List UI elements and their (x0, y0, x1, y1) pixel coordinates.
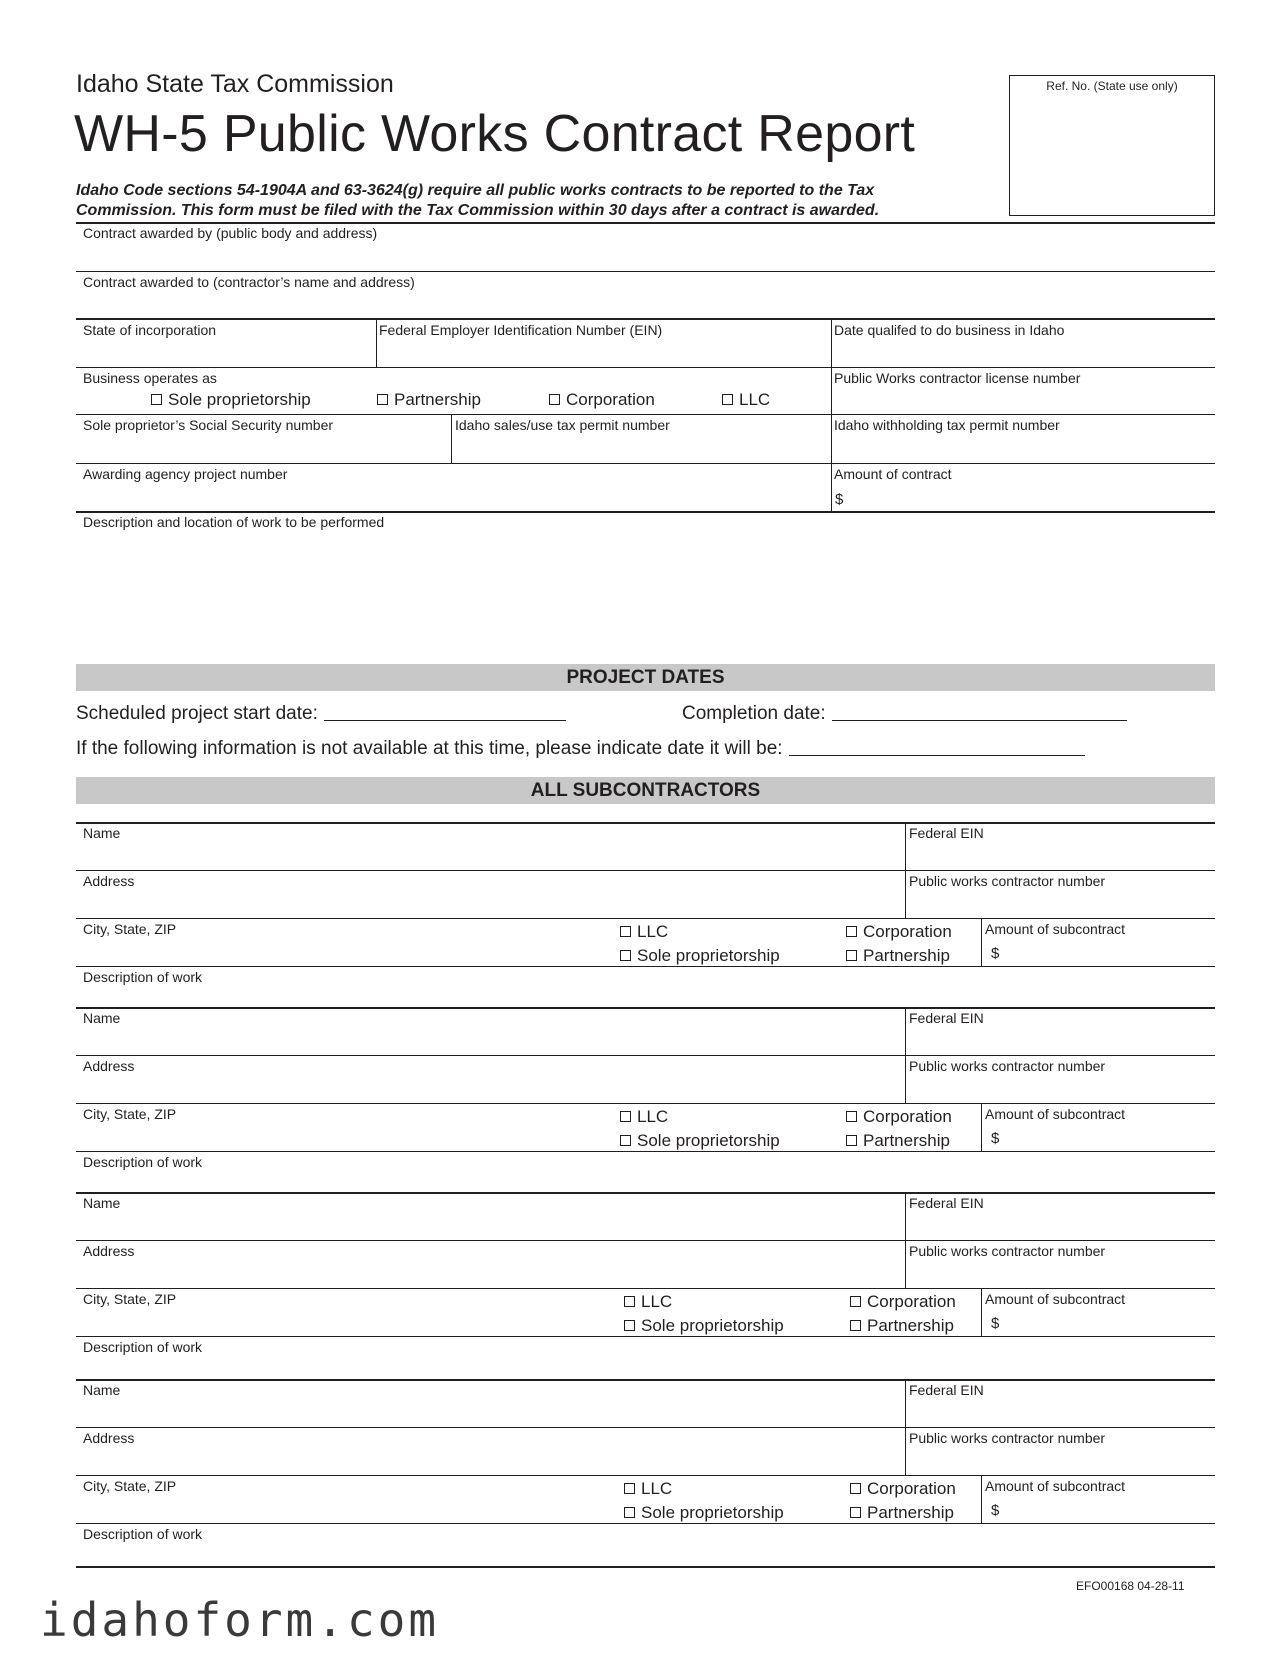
project-dates-heading: PROJECT DATES (76, 664, 1215, 691)
checkbox[interactable] (850, 1483, 861, 1494)
sub-name-label: Name (83, 1010, 121, 1026)
dollar-sign: $ (991, 1315, 1000, 1332)
sub-option-llc[interactable]: LLC (620, 1107, 668, 1127)
divider (76, 1523, 1215, 1524)
sub-option-sole-proprietorship[interactable]: Sole proprietorship (624, 1503, 784, 1523)
divider (451, 415, 452, 463)
divider (76, 271, 1215, 272)
divider (76, 1240, 1215, 1241)
checkbox[interactable] (846, 950, 857, 961)
sub-description-label: Description of work (83, 1154, 203, 1170)
sub-address-label: Address (83, 1430, 135, 1446)
divider (76, 1055, 1215, 1056)
watermark: idahoform.com (40, 1593, 440, 1647)
sub-city-label: City, State, ZIP (83, 1478, 177, 1494)
sub-option-sole-proprietorship[interactable]: Sole proprietorship (624, 1316, 784, 1336)
ref-number-box[interactable] (1009, 75, 1215, 216)
sub-pw-number-label: Public works contractor number (909, 1243, 1106, 1259)
sub-option-sole-proprietorship[interactable]: Sole proprietorship (620, 1131, 780, 1151)
sub-description-label: Description of work (83, 1339, 203, 1355)
sub-name-label: Name (83, 825, 121, 841)
divider (981, 1476, 982, 1523)
sub-name-label: Name (83, 1382, 121, 1398)
sub-amount-label: Amount of subcontract (985, 921, 1126, 937)
divider (831, 319, 832, 511)
awarded-by-label: Contract awarded by (public body and address) (83, 225, 378, 241)
contractor-license-label: Public Works contractor license number (834, 370, 1081, 386)
sub-option-partnership[interactable]: Partnership (846, 946, 950, 966)
sub-address-label: Address (83, 1243, 135, 1259)
divider (76, 1103, 1215, 1104)
subcontractors-heading: ALL SUBCONTRACTORS (76, 777, 1215, 804)
sub-option-partnership[interactable]: Partnership (846, 1131, 950, 1151)
sub-description-label: Description of work (83, 969, 203, 985)
divider (376, 319, 377, 367)
divider (76, 822, 1215, 824)
description-label: Description and location of work to be performed (83, 514, 385, 530)
checkbox[interactable] (151, 394, 162, 405)
sub-amount-label: Amount of subcontract (985, 1478, 1126, 1494)
sub-federal-ein-label: Federal EIN (909, 825, 984, 841)
divider (76, 1475, 1215, 1476)
dollar-sign: $ (991, 945, 1000, 962)
sub-option-llc[interactable]: LLC (620, 922, 668, 942)
checkbox[interactable] (624, 1320, 635, 1331)
divider (76, 966, 1215, 967)
date-qualified-label: Date qualifed to do business in Idaho (834, 322, 1065, 338)
filing-notice: Idaho Code sections 54-1904A and 63-3624(g) require all public works contracts to be reported to the Tax Commission. This form must be filed with the Tax Commission within 30 days after a contract is awarded. (76, 182, 880, 219)
ref-number-label: Ref. No. (State use only) (1046, 79, 1178, 93)
start-date-field[interactable]: Scheduled project start date: (76, 702, 566, 725)
sub-city-label: City, State, ZIP (83, 1291, 177, 1307)
state-of-incorporation-label: State of incorporation (83, 322, 217, 338)
sub-name-label: Name (83, 1195, 121, 1211)
sub-pw-number-label: Public works contractor number (909, 1058, 1106, 1074)
business-operates-label: Business operates as (83, 370, 217, 386)
ein-label: Federal Employer Identification Number (EIN) (379, 322, 663, 338)
sub-option-llc[interactable]: LLC (624, 1292, 672, 1312)
sub-federal-ein-label: Federal EIN (909, 1382, 984, 1398)
withholding-permit-label: Idaho withholding tax permit number (834, 417, 1060, 433)
checkbox[interactable] (846, 926, 857, 937)
divider (76, 511, 1215, 513)
dollar-sign: $ (991, 1502, 1000, 1519)
divider (76, 918, 1215, 919)
dollar-sign: $ (835, 491, 844, 508)
divider (76, 1427, 1215, 1428)
checkbox[interactable] (722, 394, 733, 405)
divider (76, 318, 1215, 320)
checkbox[interactable] (846, 1135, 857, 1146)
checkbox[interactable] (850, 1320, 861, 1331)
sub-option-corporation[interactable]: Corporation (846, 1107, 952, 1127)
checkbox[interactable] (624, 1507, 635, 1518)
divider (76, 1151, 1215, 1152)
sub-address-label: Address (83, 873, 135, 889)
divider (76, 1379, 1215, 1381)
checkbox[interactable] (846, 1111, 857, 1122)
sub-option-llc[interactable]: LLC (624, 1479, 672, 1499)
checkbox[interactable] (377, 394, 388, 405)
awarded-to-label: Contract awarded to (contractor’s name and address) (83, 274, 415, 290)
checkbox[interactable] (850, 1296, 861, 1307)
sub-federal-ein-label: Federal EIN (909, 1195, 984, 1211)
completion-date-field[interactable]: Completion date: (682, 702, 1127, 725)
sub-option-corporation[interactable]: Corporation (850, 1292, 956, 1312)
project-number-label: Awarding agency project number (83, 466, 288, 482)
checkbox[interactable] (620, 1135, 631, 1146)
checkbox[interactable] (620, 1111, 631, 1122)
availability-date-field[interactable]: If the following information is not available at this time, please indicate date it will be: (76, 737, 1085, 760)
divider (76, 870, 1215, 871)
sales-tax-permit-label: Idaho sales/use tax permit number (455, 417, 670, 433)
divider (76, 222, 1215, 224)
divider (76, 1566, 1215, 1568)
option-partnership[interactable]: Partnership (377, 390, 481, 410)
sub-option-corporation[interactable]: Corporation (846, 922, 952, 942)
sub-pw-number-label: Public works contractor number (909, 873, 1106, 889)
divider (76, 463, 1215, 464)
agency-name: Idaho State Tax Commission (76, 70, 394, 98)
dollar-sign: $ (991, 1130, 1000, 1147)
checkbox[interactable] (624, 1296, 635, 1307)
ssn-label: Sole proprietor’s Social Security number (83, 417, 334, 433)
sub-federal-ein-label: Federal EIN (909, 1010, 984, 1026)
divider (76, 1192, 1215, 1194)
sub-amount-label: Amount of subcontract (985, 1291, 1126, 1307)
divider (76, 1336, 1215, 1337)
form-title: WH-5 Public Works Contract Report (74, 105, 916, 163)
option-sole-proprietorship[interactable]: Sole proprietorship (151, 390, 311, 410)
sub-city-label: City, State, ZIP (83, 921, 177, 937)
sub-option-sole-proprietorship[interactable]: Sole proprietorship (620, 946, 780, 966)
divider (981, 1289, 982, 1336)
divider (76, 414, 1215, 415)
sub-address-label: Address (83, 1058, 135, 1074)
divider (76, 1007, 1215, 1009)
sub-option-partnership[interactable]: Partnership (850, 1503, 954, 1523)
sub-option-partnership[interactable]: Partnership (850, 1316, 954, 1336)
checkbox[interactable] (850, 1507, 861, 1518)
option-llc[interactable]: LLC (722, 390, 770, 410)
divider (76, 367, 1215, 368)
sub-description-label: Description of work (83, 1526, 203, 1542)
divider (981, 919, 982, 966)
contract-amount-label: Amount of contract (834, 466, 952, 482)
checkbox[interactable] (620, 950, 631, 961)
divider (76, 1288, 1215, 1289)
checkbox[interactable] (620, 926, 631, 937)
sub-city-label: City, State, ZIP (83, 1106, 177, 1122)
checkbox[interactable] (624, 1483, 635, 1494)
divider (981, 1104, 982, 1151)
form-code: EFO00168 04-28-11 (1076, 1579, 1185, 1593)
option-corporation[interactable]: Corporation (549, 390, 655, 410)
sub-amount-label: Amount of subcontract (985, 1106, 1126, 1122)
sub-pw-number-label: Public works contractor number (909, 1430, 1106, 1446)
sub-option-corporation[interactable]: Corporation (850, 1479, 956, 1499)
checkbox[interactable] (549, 394, 560, 405)
